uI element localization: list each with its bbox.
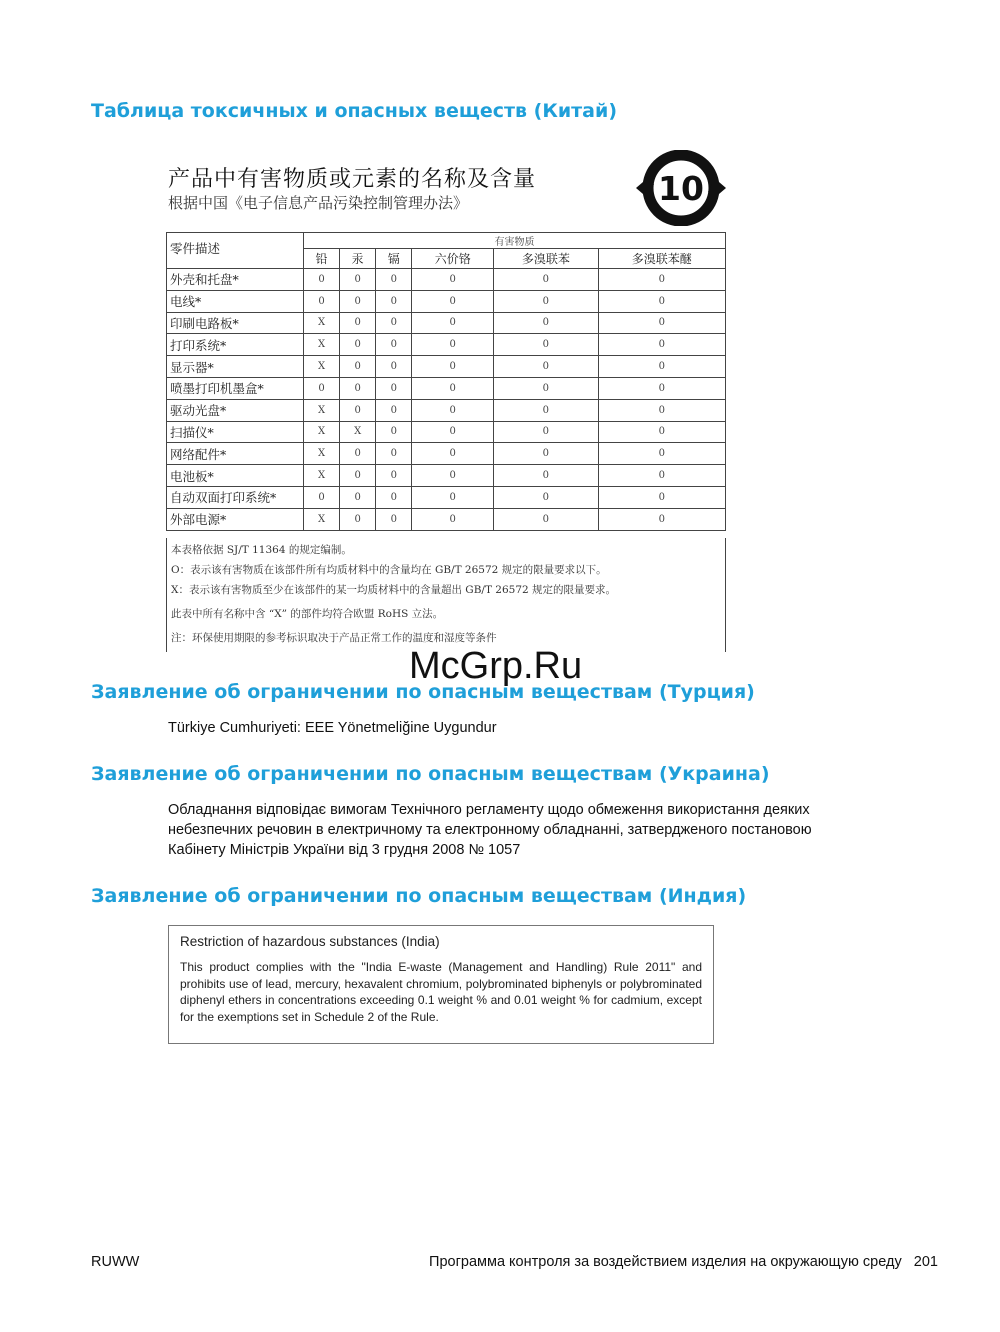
china-note: X：表示该有害物质至少在该部件的某一均质材料中的含量超出 GB/T 26572 规定的限量要求。 xyxy=(171,584,617,596)
india-box-title: Restriction of hazardous substances (India) xyxy=(180,934,440,949)
heading-china: Таблица токсичных и опасных веществ (Китай) xyxy=(91,100,617,122)
substance-value: 0 xyxy=(340,508,376,530)
part-name: 印刷电路板* xyxy=(167,312,304,334)
substance-value: 0 xyxy=(340,465,376,487)
heading-ukraine: Заявление об ограничении по опасным веществам (Украина) xyxy=(91,763,770,785)
table-row xyxy=(167,356,726,378)
substance-value: 0 xyxy=(412,399,494,421)
substance-value: 0 xyxy=(598,399,725,421)
part-name: 喷墨打印机墨盒* xyxy=(167,377,304,399)
substance-value: 0 xyxy=(376,377,412,399)
substance-value: 0 xyxy=(376,421,412,443)
substance-value: 0 xyxy=(304,377,340,399)
substance-value: 0 xyxy=(340,312,376,334)
substance-value: 0 xyxy=(304,269,340,291)
substance-value: 0 xyxy=(598,290,725,312)
substance-value: 0 xyxy=(412,356,494,378)
substance-value: 0 xyxy=(494,269,599,291)
substance-value: 0 xyxy=(412,269,494,291)
part-name: 电线* xyxy=(167,290,304,312)
table-row xyxy=(167,486,726,508)
substance-value: 0 xyxy=(376,486,412,508)
substance-value: 0 xyxy=(376,356,412,378)
substance-value: 0 xyxy=(598,269,725,291)
substance-value: X xyxy=(304,312,340,334)
substance-value: 0 xyxy=(376,443,412,465)
footer-right xyxy=(429,1254,938,1270)
china-note: 此表中所有名称中含 “X” 的部件均符合欧盟 RoHS 立法。 xyxy=(171,608,444,620)
substance-value: X xyxy=(304,399,340,421)
substance-header: 六价铬 xyxy=(412,249,494,269)
substance-value: 0 xyxy=(598,465,725,487)
substance-value: X xyxy=(304,421,340,443)
substance-value: 0 xyxy=(598,486,725,508)
substance-value: 0 xyxy=(494,356,599,378)
part-name: 扫描仪* xyxy=(167,421,304,443)
substance-value: 0 xyxy=(412,486,494,508)
substance-value: 0 xyxy=(412,508,494,530)
table-row xyxy=(167,443,726,465)
china-table-notes xyxy=(166,538,726,652)
heading-india: Заявление об ограничении по опасным веществам (Индия) xyxy=(91,885,747,907)
page-number: 201 xyxy=(913,1254,938,1270)
part-header: 零件描述 xyxy=(167,233,304,269)
substance-value: 0 xyxy=(412,443,494,465)
substance-value: 0 xyxy=(598,421,725,443)
ukraine-text xyxy=(168,800,812,860)
substance-value: 0 xyxy=(598,377,725,399)
substance-group-header: 有害物质 xyxy=(304,233,726,249)
substance-value: 0 xyxy=(494,421,599,443)
substance-value: X xyxy=(304,356,340,378)
substance-value: 0 xyxy=(340,377,376,399)
substance-value: 0 xyxy=(412,312,494,334)
table-row xyxy=(167,399,726,421)
india-statement-box xyxy=(168,925,714,1044)
table-row xyxy=(167,312,726,334)
substance-value: 0 xyxy=(376,290,412,312)
substance-value: 0 xyxy=(494,399,599,421)
china-note: 注：环保使用期限的参考标识取决于产品正常工作的温度和湿度等条件 xyxy=(171,632,497,644)
substance-value: X xyxy=(304,465,340,487)
substance-value: 0 xyxy=(376,508,412,530)
substance-value: 0 xyxy=(340,290,376,312)
china-substance-table xyxy=(166,232,726,531)
china-note: 本表格依据 SJ/T 11364 的规定编制。 xyxy=(171,544,352,556)
substance-value: 0 xyxy=(376,465,412,487)
substance-header: 汞 xyxy=(340,249,376,269)
substance-value: 0 xyxy=(412,465,494,487)
substance-header: 多溴联苯 xyxy=(494,249,599,269)
substance-value: 0 xyxy=(494,443,599,465)
substance-value: 0 xyxy=(340,443,376,465)
substance-value: 0 xyxy=(494,334,599,356)
substance-value: 0 xyxy=(598,334,725,356)
substance-value: X xyxy=(304,334,340,356)
substance-value: 0 xyxy=(412,290,494,312)
footer-left: RUWW xyxy=(91,1254,140,1270)
substance-value: 0 xyxy=(340,334,376,356)
ukraine-line: Кабінету Міністрів України від 3 грудня 2008 № 1057 xyxy=(168,842,521,858)
substance-value: 0 xyxy=(598,443,725,465)
substance-value: 0 xyxy=(598,508,725,530)
india-box-text: This product complies with the "India E-waste (Management and Handling) Rule 2011" and prohibits use of lead, mercury, hexavalent chromium, polybrominated biphenyls or polybrominated diphenyl ethers in concentrations exceeding 0.1 weight % and 0.01 weight % for cadmium, except for the exemptions set in Schedule 2 of the Rule. xyxy=(180,960,702,1024)
substance-value: 0 xyxy=(376,399,412,421)
substance-header: 多溴联苯醚 xyxy=(598,249,725,269)
substance-value: 0 xyxy=(494,508,599,530)
part-name: 外壳和托盘* xyxy=(167,269,304,291)
table-row xyxy=(167,334,726,356)
part-name: 自动双面打印系统* xyxy=(167,486,304,508)
substance-value: 0 xyxy=(376,312,412,334)
substance-header: 铅 xyxy=(304,249,340,269)
environment-protection-period-icon xyxy=(632,150,730,226)
table-row xyxy=(167,421,726,443)
substance-header: 镉 xyxy=(376,249,412,269)
table-row xyxy=(167,377,726,399)
logo-number: 10 xyxy=(658,169,704,208)
substance-value: 0 xyxy=(340,356,376,378)
china-note: O：表示该有害物质在该部件所有均质材料中的含量均在 GB/T 26572 规定的限量要求以下。 xyxy=(171,564,607,576)
part-name: 驱动光盘* xyxy=(167,399,304,421)
watermark: McGrp.Ru xyxy=(409,645,583,687)
substance-value: 0 xyxy=(340,269,376,291)
substance-value: 0 xyxy=(340,399,376,421)
part-name: 打印系统* xyxy=(167,334,304,356)
table-row xyxy=(167,269,726,291)
part-name: 网络配件* xyxy=(167,443,304,465)
heading-turkey: Заявление об ограничении по опасным веществам (Турция) xyxy=(91,681,755,703)
part-name: 外部电源* xyxy=(167,508,304,530)
substance-value: 0 xyxy=(494,290,599,312)
substance-value: 0 xyxy=(494,486,599,508)
substance-value: 0 xyxy=(304,290,340,312)
table-row xyxy=(167,290,726,312)
ukraine-line: Обладнання відповідає вимогам Технічного регламенту щодо обмеження використання деяких xyxy=(168,802,810,818)
china-table-subtitle: 根据中国《电子信息产品污染控制管理办法》 xyxy=(168,194,469,212)
substance-value: 0 xyxy=(412,421,494,443)
part-name: 电池板* xyxy=(167,465,304,487)
substance-value: 0 xyxy=(376,334,412,356)
substance-value: 0 xyxy=(412,334,494,356)
substance-value: 0 xyxy=(598,356,725,378)
substance-value: 0 xyxy=(376,269,412,291)
substance-value: X xyxy=(304,443,340,465)
table-row xyxy=(167,465,726,487)
part-name: 显示器* xyxy=(167,356,304,378)
substance-value: 0 xyxy=(304,486,340,508)
substance-value: 0 xyxy=(494,312,599,334)
substance-value: 0 xyxy=(598,312,725,334)
substance-value: 0 xyxy=(494,465,599,487)
substance-value: 0 xyxy=(494,377,599,399)
footer-title: Программа контроля за воздействием изделия на окружающую среду xyxy=(429,1254,902,1270)
china-hazard-table-image xyxy=(166,150,732,650)
table-row xyxy=(167,508,726,530)
substance-value: X xyxy=(340,421,376,443)
substance-value: 0 xyxy=(412,377,494,399)
turkey-text: Türkiye Cumhuriyeti: EEE Yönetmeliğine Uygundur xyxy=(168,720,497,736)
substance-value: X xyxy=(304,508,340,530)
china-table-title: 产品中有害物质或元素的名称及含量 xyxy=(168,167,537,192)
substance-value: 0 xyxy=(340,486,376,508)
ukraine-line: небезпечних речовин в електричному та електронному обладнанні, затвердженого постановою xyxy=(168,822,812,838)
